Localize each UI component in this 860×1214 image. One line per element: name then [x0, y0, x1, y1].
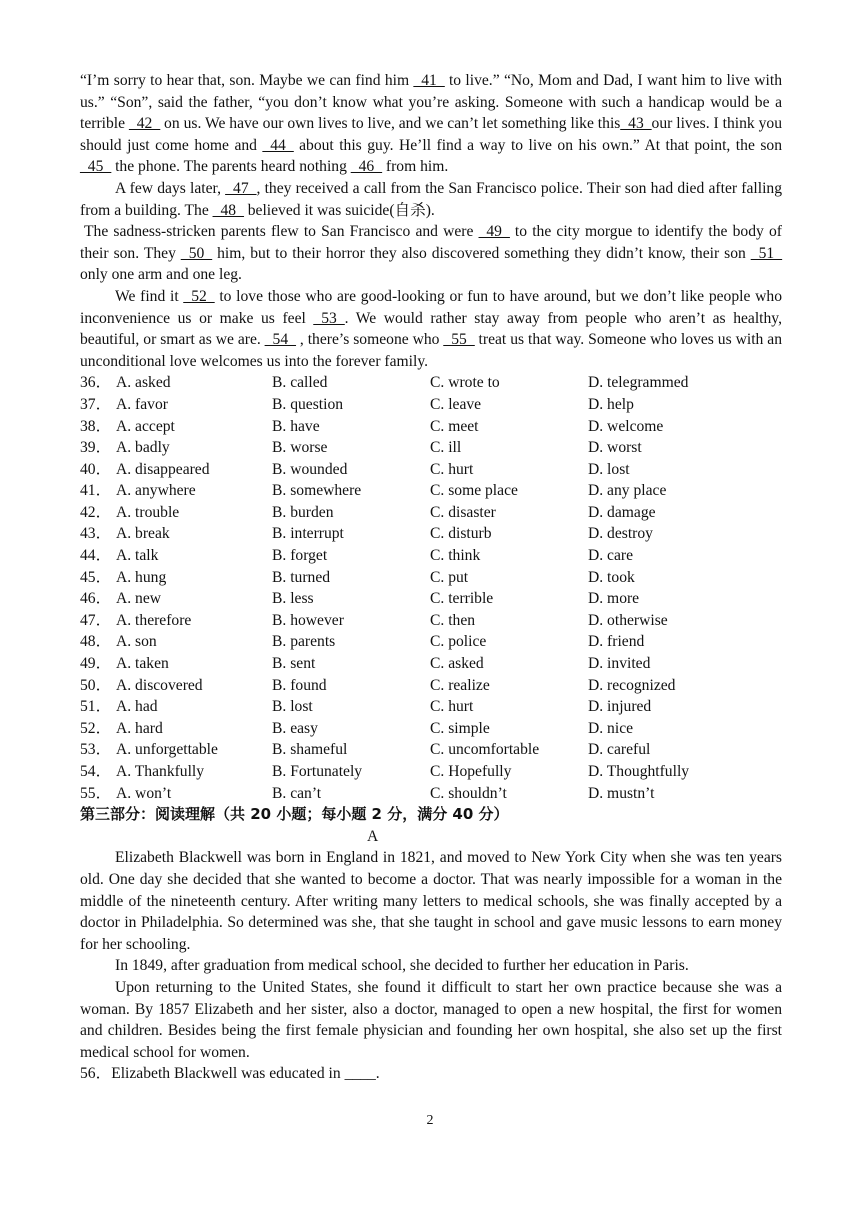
- option-d: D. took: [588, 568, 635, 586]
- cloze-paragraph-4: [80, 286, 782, 372]
- text: . We would rather stay away from people who aren’t as healthy, beautiful, or smart as we are.: [80, 309, 782, 349]
- option-row: [80, 523, 782, 545]
- option-c: C. terrible: [430, 590, 494, 608]
- option-d: D. invited: [588, 655, 651, 673]
- option-b: B. wounded: [272, 460, 348, 478]
- option-b: B. forget: [272, 547, 328, 565]
- option-d: D. Thoughtfully: [588, 763, 690, 780]
- text: , there’s someone who: [295, 331, 444, 349]
- option-d: D. mustn’t: [588, 784, 655, 802]
- option-d: D. telegrammed: [588, 374, 689, 392]
- option-d: D. destroy: [588, 525, 653, 543]
- text: him, but to their horror they also discovered something they didn’t know, their son: [212, 244, 751, 262]
- text: treat us that way. Someone who loves us with an unconditional love welcomes us into the forever family.: [80, 331, 782, 370]
- question-number: 39．: [80, 439, 112, 457]
- page-number: 2: [426, 1113, 434, 1128]
- text: from him.: [382, 158, 449, 176]
- option-b: B. parents: [272, 633, 336, 651]
- question-number: 47．: [80, 611, 112, 629]
- option-row: [80, 502, 782, 524]
- option-d: D. damage: [588, 503, 656, 521]
- option-d: D. lost: [588, 460, 630, 478]
- option-b: B. interrupt: [272, 525, 344, 543]
- option-row: [80, 675, 782, 697]
- option-d: D. injured: [588, 698, 652, 716]
- option-d: D. careful: [588, 741, 651, 759]
- option-c: C. meet: [430, 417, 479, 435]
- option-row: [80, 394, 782, 416]
- question-number: 54．: [80, 763, 112, 780]
- option-d: D. more: [588, 590, 640, 608]
- option-row: [80, 739, 782, 761]
- option-b: B. less: [272, 590, 314, 608]
- option-b: B. sent: [272, 655, 316, 673]
- option-a: A. Thankfully: [116, 763, 205, 780]
- option-d: D. welcome: [588, 417, 664, 435]
- option-b: B. however: [272, 611, 344, 629]
- option-a: A. new: [116, 590, 162, 608]
- text: to love those who are good-looking or fun to have around, but we don’t like people who inconvenience us or make us feel: [80, 287, 782, 327]
- option-a: A. badly: [116, 439, 170, 457]
- blank-47: _47_: [225, 179, 257, 197]
- question-56: 56．Elizabeth Blackwell was educated in ____.: [80, 1065, 380, 1083]
- blank-46: _46_: [350, 158, 382, 176]
- text: the phone. The parents heard nothing: [111, 158, 351, 176]
- question-number: 38．: [80, 417, 112, 435]
- text: believed it was suicide(自杀).: [243, 201, 435, 219]
- blank-43: _43_: [620, 115, 652, 133]
- option-b: B. called: [272, 374, 328, 392]
- option-b: B. somewhere: [272, 482, 362, 500]
- cloze-paragraph-3: [80, 221, 782, 286]
- question-number: 53．: [80, 741, 112, 759]
- option-c: C. uncomfortable: [430, 741, 540, 759]
- option-row: [80, 588, 782, 610]
- cloze-paragraph-1: [80, 70, 782, 178]
- option-a: A. unforgettable: [116, 741, 218, 759]
- option-b: B. burden: [272, 503, 334, 521]
- question-number: 46．: [80, 590, 112, 608]
- option-d: D. nice: [588, 719, 634, 737]
- option-a: A. anywhere: [116, 482, 196, 500]
- text: A few days later,: [115, 179, 226, 197]
- option-c: C. simple: [430, 719, 490, 737]
- blank-52: _52_: [183, 287, 215, 305]
- question-number: 52．: [80, 719, 112, 737]
- option-c: C. realize: [430, 676, 490, 694]
- text: only one arm and one leg.: [80, 266, 242, 284]
- question-number: 51．: [80, 698, 112, 716]
- option-row: [80, 545, 782, 567]
- option-row: [80, 610, 782, 632]
- blank-45: _45_: [80, 158, 112, 176]
- option-d: D. friend: [588, 633, 645, 651]
- blank-50: _50_: [180, 244, 213, 262]
- options-table: [80, 372, 782, 804]
- option-b: B. have: [272, 417, 320, 435]
- option-row: [80, 783, 782, 805]
- option-c: C. hurt: [430, 460, 474, 478]
- question-number: 40．: [80, 460, 112, 478]
- question-number: 45．: [80, 568, 112, 586]
- text: “I’m sorry to hear that, son. Maybe we can find him: [80, 72, 414, 89]
- option-a: A. break: [116, 525, 170, 543]
- option-a: A. won’t: [116, 784, 172, 802]
- option-c: C. disaster: [430, 503, 496, 521]
- option-c: C. asked: [430, 655, 484, 673]
- option-d: D. help: [588, 395, 634, 413]
- option-row: [80, 480, 782, 502]
- reading-paragraph-2: In 1849, after graduation from medical school, she decided to further her education in Paris.: [115, 957, 689, 975]
- text: The sadness-stricken parents flew to San Francisco and were: [84, 223, 479, 241]
- option-c: C. some place: [430, 482, 518, 500]
- option-a: A. taken: [116, 655, 169, 673]
- question-number: 41．: [80, 482, 112, 500]
- blank-48: _48_: [212, 201, 244, 219]
- option-a: A. hard: [116, 719, 163, 737]
- option-a: A. accept: [116, 417, 175, 435]
- option-row: [80, 718, 782, 740]
- blank-51: _51_: [750, 244, 783, 262]
- text: to the city morgue to identify the body of their son. They: [80, 223, 782, 262]
- option-b: B. worse: [272, 439, 328, 457]
- blank-41: _41_: [413, 72, 445, 89]
- option-a: A. son: [116, 633, 157, 651]
- option-a: A. talk: [116, 547, 159, 565]
- option-b: B. can’t: [272, 784, 322, 802]
- option-row: [80, 459, 782, 481]
- blank-49: _49_: [478, 223, 510, 241]
- option-c: C. wrote to: [430, 374, 500, 392]
- text: We find it: [115, 287, 184, 305]
- option-c: C. then: [430, 611, 476, 629]
- option-c: C. police: [430, 633, 487, 651]
- question-number: 48．: [80, 633, 112, 651]
- option-d: D. recognized: [588, 676, 676, 694]
- option-row: [80, 437, 782, 459]
- question-number: 49．: [80, 655, 112, 673]
- question-number: 42．: [80, 503, 112, 521]
- option-b: B. lost: [272, 698, 313, 716]
- option-c: C. ill: [430, 439, 462, 457]
- option-row: [80, 696, 782, 718]
- option-c: C. put: [430, 568, 469, 586]
- text: about this guy. He’ll find a way to live on his own.” At that point, the son: [293, 136, 782, 154]
- option-a: A. hung: [116, 568, 167, 586]
- blank-44: _44_: [262, 136, 294, 154]
- option-a: A. favor: [116, 395, 168, 413]
- question-number: 50．: [80, 676, 112, 694]
- reading-paragraph-1: Elizabeth Blackwell was born in England in 1821, and moved to New York City when she was ten years old. One day she decided that she wanted to become a doctor. That was nearly impossible for a woman in the middle of the nineteenth century. After writing many letters to medical schools, she was finally accepted by a doctor in Philadelphia. So determined was she, that she taught in school and gave music lessons to earn money for her schooling.: [80, 849, 782, 953]
- option-a: A. asked: [116, 374, 171, 392]
- option-a: A. therefore: [116, 611, 192, 629]
- option-d: D. care: [588, 547, 634, 565]
- option-d: D. otherwise: [588, 611, 668, 629]
- option-d: D. worst: [588, 439, 642, 457]
- reading-paragraph-3: Upon returning to the United States, she found it difficult to start her own practice because she was a woman. By 1857 Elizabeth and her sister, also a doctor, managed to open a new hospital, the first for women and children. Besides being the first female physician and founding her own hospital, she also set up the first medical school for women.: [80, 978, 782, 1061]
- text: our lives. I think you should just come home and: [80, 115, 782, 154]
- option-row: [80, 372, 782, 394]
- option-a: A. discovered: [116, 676, 203, 694]
- exam-page: [80, 70, 782, 1085]
- blank-42: _42_: [128, 115, 161, 133]
- option-row: [80, 761, 782, 783]
- question-number: 37．: [80, 395, 112, 413]
- option-c: C. think: [430, 547, 481, 565]
- option-c: C. shouldn’t: [430, 784, 507, 802]
- option-d: D. any place: [588, 482, 667, 500]
- question-number: 36．: [80, 374, 112, 392]
- option-a: A. disappeared: [116, 460, 210, 478]
- text: on us. We have our own lives to live, and we can’t let something like this: [160, 115, 621, 133]
- option-b: B. shameful: [272, 741, 348, 759]
- blank-55: _55_: [443, 331, 475, 349]
- question-number: 43．: [80, 525, 112, 543]
- option-c: C. Hopefully: [430, 763, 512, 780]
- option-c: C. leave: [430, 395, 482, 413]
- cloze-paragraph-2: [80, 178, 782, 221]
- question-number: 44．: [80, 547, 112, 565]
- text: , they received a call from the San Francisco police. Their son had died after falling from a building. The: [80, 179, 782, 219]
- option-a: A. had: [116, 698, 158, 716]
- option-a: A. trouble: [116, 503, 180, 521]
- section-title: 第三部分：阅读理解（共 20 小题；每小题 2 分，满分 40 分）: [80, 805, 509, 824]
- option-c: C. hurt: [430, 698, 474, 716]
- option-b: B. easy: [272, 719, 318, 737]
- option-row: [80, 567, 782, 589]
- option-row: [80, 631, 782, 653]
- blank-54: _54_: [264, 331, 296, 349]
- option-row: [80, 416, 782, 438]
- text: to live.” “No, Mom and Dad, I want him to live with us.” “Son”, said the father, “you don’t know what you’re asking. Someone with such a handicap would be a terrible: [80, 72, 782, 133]
- option-row: [80, 653, 782, 675]
- passage-label: A: [367, 827, 379, 845]
- option-b: B. question: [272, 395, 344, 413]
- option-c: C. disturb: [430, 525, 492, 543]
- option-b: B. turned: [272, 568, 331, 586]
- option-b: B. Fortunately: [272, 763, 363, 780]
- option-b: B. found: [272, 676, 327, 694]
- question-number: 55．: [80, 784, 112, 802]
- blank-53: _53_: [313, 309, 345, 327]
